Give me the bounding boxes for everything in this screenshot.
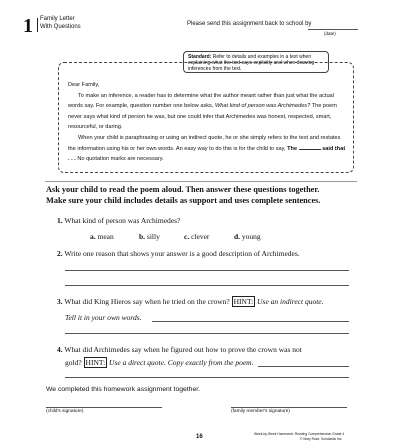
question-4: [57, 345, 302, 354]
q3-hint-label: HINT:: [233, 297, 254, 306]
q2-answer-line-2[interactable]: [65, 285, 349, 286]
q3-line-2: Tell it in your own words.: [65, 313, 142, 322]
frame-the: The: [287, 145, 298, 152]
q4-line-2: [65, 358, 253, 367]
q4-answer-line-1[interactable]: [258, 366, 349, 367]
question-2: [57, 249, 300, 258]
letter-greeting: Dear Family,: [68, 82, 100, 88]
header-title-1: Family Letter: [40, 16, 75, 22]
q1-text: What kind of person was Archimedes?: [64, 216, 181, 225]
question-1: [57, 216, 180, 225]
header-title-2: With Questions: [40, 24, 81, 30]
header-divider: [37, 18, 38, 32]
q3-answer-line-2[interactable]: [65, 333, 349, 334]
instructions-line-1: Ask your child to read the poem aloud. Then answer these questions together.: [46, 185, 320, 194]
child-signature-label: (child's signature): [46, 409, 84, 414]
credit-line-2: © Mary Rose, Scholastic Inc.: [300, 437, 343, 441]
q2-answer-line-1[interactable]: [65, 270, 349, 271]
q3-text: What did King Hieros say when he tried on the crown?: [64, 297, 230, 306]
section-divider: [45, 181, 357, 182]
letter-paragraph-2: [68, 133, 346, 165]
q3-hint-text: Use an indirect quote.: [257, 297, 324, 306]
letter-body: [68, 80, 346, 165]
family-signature-line[interactable]: [231, 407, 347, 408]
child-signature-line[interactable]: [46, 407, 162, 408]
family-signature-label: (family member's signature): [231, 409, 291, 414]
option-c[interactable]: c. clever: [184, 232, 210, 241]
q1-number: 1.: [57, 216, 63, 225]
q2-number: 2.: [57, 249, 63, 258]
q2-text: Write one reason that shows your answer is a good description of Archimedes.: [64, 249, 300, 258]
letter-paragraph-1: To make an inference, a reader has to determine what the author meant rather than just what the actual words say. For example, question number one below asks, What kind of person was Archimedes? The poem never says what kind of person he was, but one could infer that Archimedes was honest, respected, smart, resourceful, or daring.: [68, 92, 337, 131]
q4-hint-label: HINT:: [85, 358, 106, 367]
instructions-line-2: Make sure your child includes details as support and uses complete sentences.: [46, 196, 321, 205]
completed-statement: We completed this homework assignment together.: [46, 386, 201, 393]
return-date-label: (date): [324, 31, 336, 36]
return-note: Please send this assignment back to school by: [187, 21, 312, 27]
q4-answer-line-2[interactable]: [65, 377, 349, 378]
letter-p2-end: No quotation marks are necessary.: [77, 156, 164, 163]
q4-number: 4.: [57, 345, 63, 354]
letter-p2-text: When your child is paraphrasing or using an indirect quote, he or she simply refers to the text and restates the information using his or her own words. An easy way to do this is for the child to say,: [68, 134, 341, 152]
standard-label: Standard:: [188, 54, 212, 60]
lesson-number: 1: [23, 15, 33, 37]
q4-text: What did Archimedes say when he figured out how to prove the crown was not: [64, 345, 302, 354]
question-3: [57, 297, 324, 306]
q3-number: 3.: [57, 297, 63, 306]
letter-question-quote: What kind of person was Archimedes?: [214, 103, 311, 110]
option-a[interactable]: a. mean: [90, 232, 114, 241]
q4-hint-text: Use a direct quote. Copy exactly from the poem.: [109, 358, 254, 367]
standard-text: Refer to details and examples in a text when explaining what the text says explicitly and when drawing inferences from the text.: [188, 54, 315, 72]
return-date-line: [308, 29, 358, 30]
q3-answer-line-1[interactable]: [152, 321, 349, 322]
page-number: 16: [196, 434, 203, 440]
credit-line-1: Week-by-Week Homework: Reading Comprehension Grade 4: [254, 432, 345, 436]
option-b[interactable]: b. silly: [139, 232, 160, 241]
frame-said: said that . . .: [68, 145, 346, 163]
q4-text-2: gold?: [65, 358, 82, 367]
option-d[interactable]: d. young: [234, 232, 261, 241]
